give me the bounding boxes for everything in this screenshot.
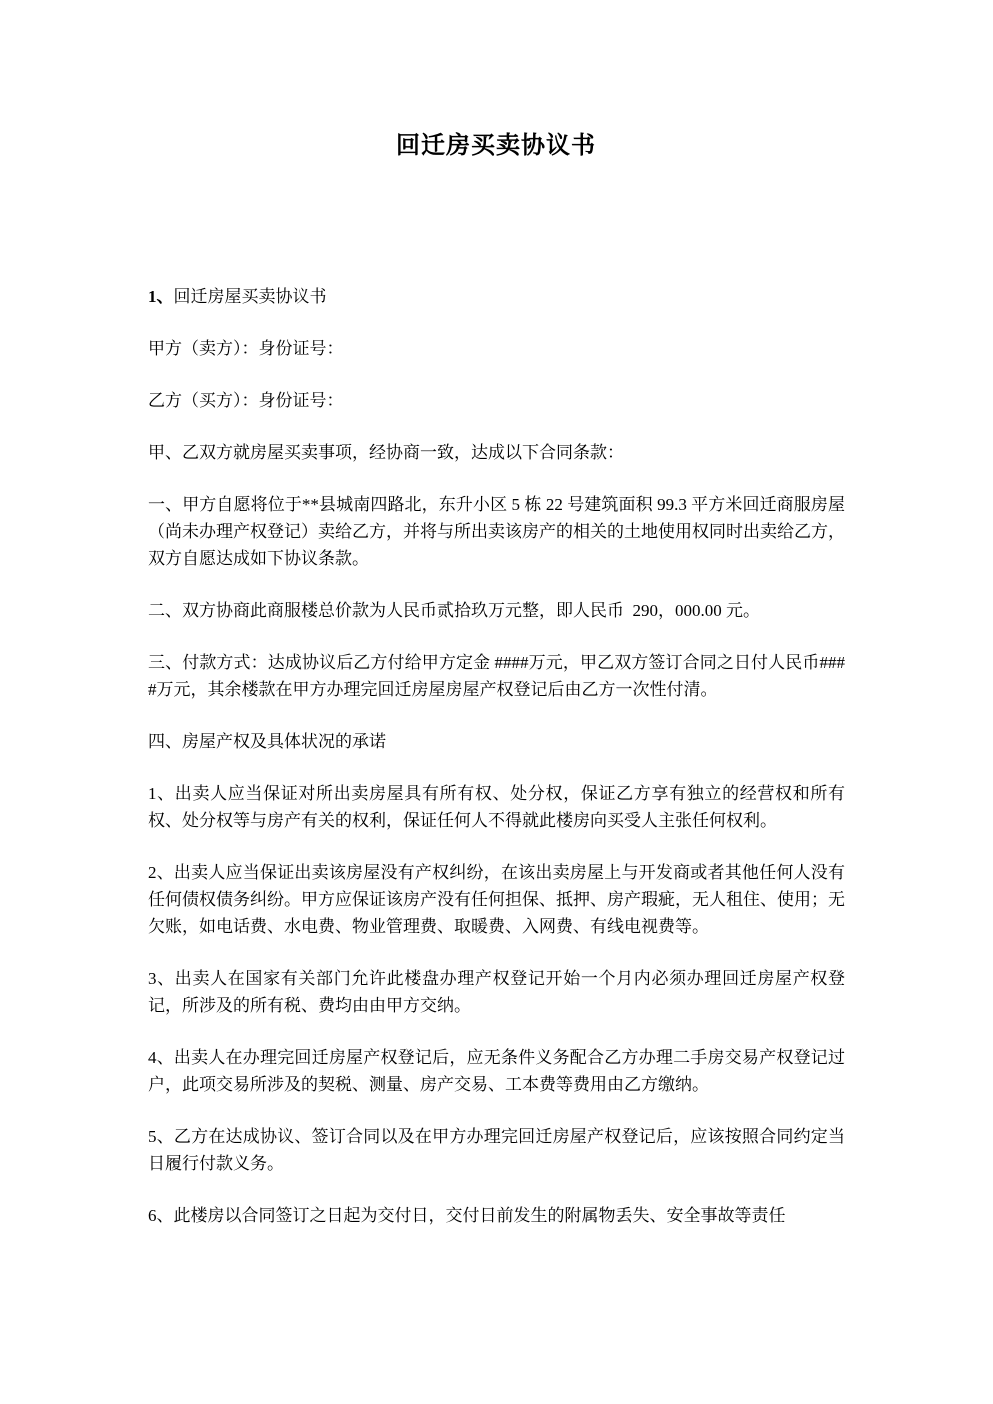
clause-4-item-3: 3、出卖人在国家有关部门允许此楼盘办理产权登记开始一个月内必须办理回迁房屋产权登记，所涉及的所有税、费均由由甲方交纳。 xyxy=(148,969,845,1015)
clause-4-item-5: 5、乙方在达成协议、签订合同以及在甲方办理完回迁房屋产权登记后，应该按照合同约定当日履行付款义务。 xyxy=(148,1127,845,1173)
clause-1: 一、甲方自愿将位于**县城南四路北，东升小区 5 栋 22 号建筑面积 99.3 平方米回迁商服房屋（尚未办理产权登记）卖给乙方，并将与所出卖该房产的相关的土地使用权同时出卖给乙方，双方自愿达成如下协议条款。 xyxy=(148,495,845,568)
para-preamble: 甲、乙双方就房屋买卖事项，经协商一致，达成以下合同条款： xyxy=(148,443,624,462)
document-body xyxy=(148,283,845,1229)
clause-4-item-2: 2、出卖人应当保证出卖该房屋没有产权纠纷，在该出卖房屋上与开发商或者其他任何人没有任何债权债务纠纷。甲方应保证该房产没有任何担保、抵押、房产瑕疵，无人租住、使用；无欠账，如电话费、水电费、物业管理费、取暖费、入网费、有线电视费等。 xyxy=(148,863,845,936)
section-1-heading-number: 1、 xyxy=(148,287,174,306)
clause-4-heading: 四、房屋产权及具体状况的承诺 xyxy=(148,732,386,751)
clause-4-item-4: 4、出卖人在办理完回迁房屋产权登记后，应无条件义务配合乙方办理二手房交易产权登记过户，此项交易所涉及的契税、测量、房产交易、工本费等费用由乙方缴纳。 xyxy=(148,1048,845,1094)
clause-3: 三、付款方式：达成协议后乙方付给甲方定金 ####万元，甲乙双方签订合同之日付人民币####万元，其余楼款在甲方办理完回迁房屋房屋产权登记后由乙方一次性付清。 xyxy=(148,653,845,699)
para-party-a: 甲方（卖方）：身份证号： xyxy=(148,339,344,358)
clause-4-item-6: 6、此楼房以合同签订之日起为交付日，交付日前发生的附属物丢失、安全事故等责任 xyxy=(148,1206,786,1225)
section-1-heading xyxy=(148,283,845,310)
document-title: 回迁房买卖协议书 xyxy=(396,133,596,159)
section-1-heading-text: 回迁房屋买卖协议书 xyxy=(173,287,327,306)
clause-2: 二、双方协商此商服楼总价款为人民币贰拾玖万元整，即人民币 290，000.00 元。 xyxy=(148,601,760,620)
clause-4-item-1: 1、出卖人应当保证对所出卖房屋具有所有权、处分权，保证乙方享有独立的经营权和所有权、处分权等与房产有关的权利，保证任何人不得就此楼房向买受人主张任何权利。 xyxy=(148,784,845,830)
para-party-b: 乙方（买方）：身份证号： xyxy=(148,391,344,410)
